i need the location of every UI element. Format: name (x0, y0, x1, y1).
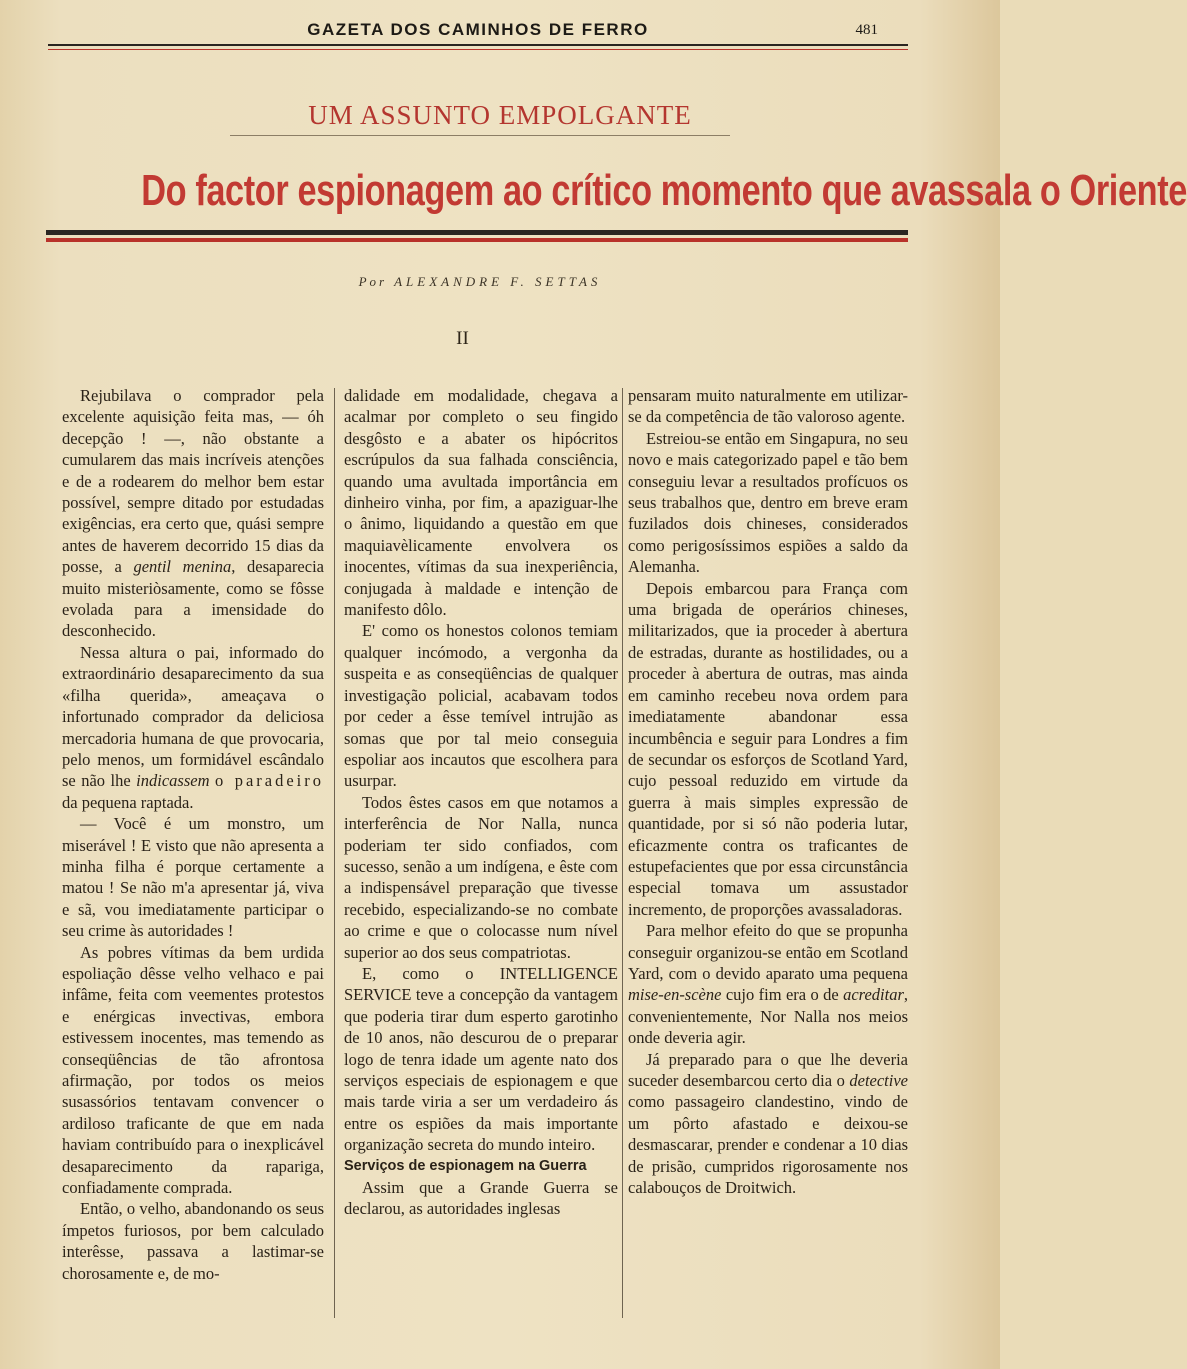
paragraph: E, como o INTELLIGENCE SERVICE teve a concepção da vantagem que poderia tirar dum esperto garotinho de 10 anos, não descurou de o preparar logo de tenra idade um agente nato dos serviços especiais de espionagem e que mais tarde viria a ser um verdadeiro ás entre os espiões da mais importante organização secreta do mundo inteiro. (344, 963, 618, 1155)
italic-text: detective (849, 1071, 908, 1090)
text-run: como passageiro clandestino, vindo de um pôrto afastado e deixou-se desmascarar, prender e condenar a 10 dias de prisão, cumpridos rigorosamente nos calabouços de Droitwich. (628, 1092, 908, 1198)
text-run: Para melhor efeito do que se propunha conseguir organizou-se então em Scotland Yard, com o devido aparato uma pequena (628, 921, 908, 983)
paragraph: E' como os honestos colonos temiam qualquer incómodo, a vergonha da suspeita e as conseqüências de qualquer investigação policial, acabavam todos por ceder a êsse temível intrujão as somas que por tal meio conseguia espoliar aos incautos que escolhera para usurpar. (344, 621, 618, 791)
paragraph (628, 1049, 908, 1199)
italic-text: indicassem (136, 771, 210, 791)
paragraph: — Você é um monstro, um miserável ! E visto que não apresenta a minha filha é porque certamente a matou ! Se não m'a apresentar já, viva e sã, vou imediatamente participar o seu crime às autoridades ! (62, 814, 324, 941)
header-rule (48, 44, 908, 46)
column-1 (62, 385, 324, 1335)
italic-text: acreditar (843, 985, 904, 1005)
text-run: Já preparado para o que lhe deveria suceder desembarcou certo dia o (628, 1049, 908, 1090)
spaced-text: o paradeiro (214, 771, 325, 791)
page-number: 481 (855, 22, 878, 38)
column-2 (344, 385, 618, 1335)
column-rule-1 (334, 388, 335, 1318)
byline (0, 274, 960, 290)
paragraph (628, 920, 908, 1048)
text-run: Rejubilava o comprador pela excelente aquisição feita mas, — óh decepção ! —, não obstante a cumularem das mais incríveis atenções e de a rodearem do melhor bem estar possível, sempre ditado por estudadas exigências, era certo que, quási sempre antes de haverem decorrido 15 dias da posse, a (62, 386, 324, 577)
kicker-rule (230, 135, 730, 136)
headline-rule-red (46, 238, 908, 242)
text-run: Nessa altura o pai, informado do extraordinário desaparecimento da sua «filha querida», ameaçava o infortunado comprador da deliciosa mercadoria humana de que provocaria, pelo menos, um formidável escândalo se não lhe (62, 642, 324, 791)
paragraph: Estreiou-se então em Singapura, no seu novo e mais categorizado papel e tão bem conseguiu levar a resultados profícuos os seus trabalhos que, dentro em breve eram fuzilados dois chineses, considerados como perigosíssimos espiões a saldo da Alemanha. (628, 428, 908, 577)
section-number: II (456, 328, 469, 349)
paragraph: Todos êstes casos em que notamos a interferência de Nor Nalla, nunca poderiam ter sido confiados, com sucesso, senão a um indígena, e êste com a indispensável preparação que tivesse recebido, especializando-se no combate ao crime e que o colocasse num nível superior ao dos seus compatriotas. (344, 792, 618, 962)
text-run: da pequena raptada. (62, 792, 194, 812)
column-3 (628, 385, 908, 1335)
paragraph: Então, o velho, abandonando os seus ímpetos furiosos, por bem calculado interêsse, passava a lastimar-se chorosamente e, de mo- (62, 1199, 324, 1283)
byline-prefix: Por (358, 274, 388, 289)
paragraph: Assim que a Grande Guerra se declarou, as autoridades inglesas (344, 1178, 618, 1219)
header-rule-red (48, 49, 908, 50)
headline-rule-black (46, 230, 908, 235)
paragraph: Depois embarcou para França com uma brigada de operários chineses, militarizados, que ia proceder à abertura de estradas, durante as hostilidades, ou a proceder à abertura de outras, mas ainda em caminho recebeu nova ordem para imediatamente abandonar essa incumbência e seguir para Londres a fim de secundar os esforços de Scotland Yard, cujo pessoal reduzido em virtude da guerra à mais simples expressão de quantidade, por si só não poderia lutar, eficazmente contra os traficantes de estupefacientes que por essa circunstância especial tomava um assustador incremento, de proporções avassaladoras. (628, 578, 908, 919)
article-headline: Do factor espionagem ao crítico momento que avassala o Oriente (141, 166, 1187, 215)
column-rule-2 (622, 388, 623, 1318)
text-run: , convenientemente, Nor Nalla nos meios onde deveria agir. (628, 985, 908, 1048)
paragraph: dalidade em modalidade, chegava a acalmar por completo o seu fingido desgôsto e a abater os hipócritos escrúpulos da sua falhada consciência, quando uma avultada importância em dinheiro vinha, por fim, a apaziguar-lhe o ânimo, liquidando a questão em que maquiavèlicamente envolvera os inocentes, vítimas da sua inexperiência, conjugada à maldade e intenção de manifesto dôlo. (344, 386, 618, 620)
italic-text: mise-en-scène (628, 985, 722, 1005)
article-kicker: UM ASSUNTO EMPOLGANTE (308, 100, 692, 130)
paragraph: pensaram muito naturalmente em utilizar-se da competência de tão valoroso agente. (628, 386, 908, 427)
running-header (48, 18, 908, 52)
paragraph (62, 642, 324, 813)
publication-title: GAZETA DOS CAMINHOS DE FERRO (307, 20, 649, 39)
byline-author: ALEXANDRE F. SETTAS (394, 274, 602, 289)
italic-text: gentil menina (133, 557, 232, 577)
paragraph (62, 385, 324, 642)
text-run: cujo fim era o de (721, 985, 844, 1005)
subheading: Serviços de espionagem na Guerra (344, 1157, 587, 1174)
paragraph: As pobres vítimas da bem urdida espoliação dêsse velho velhaco e pai infâme, feita com veementes protestos e enérgicas invectivas, embora estivessem inocentes, mas temendo as conseqüências de tão afrontosa afirmação, por todos os meios susassórios tentavam convencer o ardiloso traficante de que em nada haviam contribuído para o inexplicável desaparecimento da rapariga, confiadamente comprada. (62, 942, 324, 1198)
text-run: , desaparecia muito misteriòsamente, como se fôsse evolada para a imensidade do desconhecido. (62, 557, 324, 641)
